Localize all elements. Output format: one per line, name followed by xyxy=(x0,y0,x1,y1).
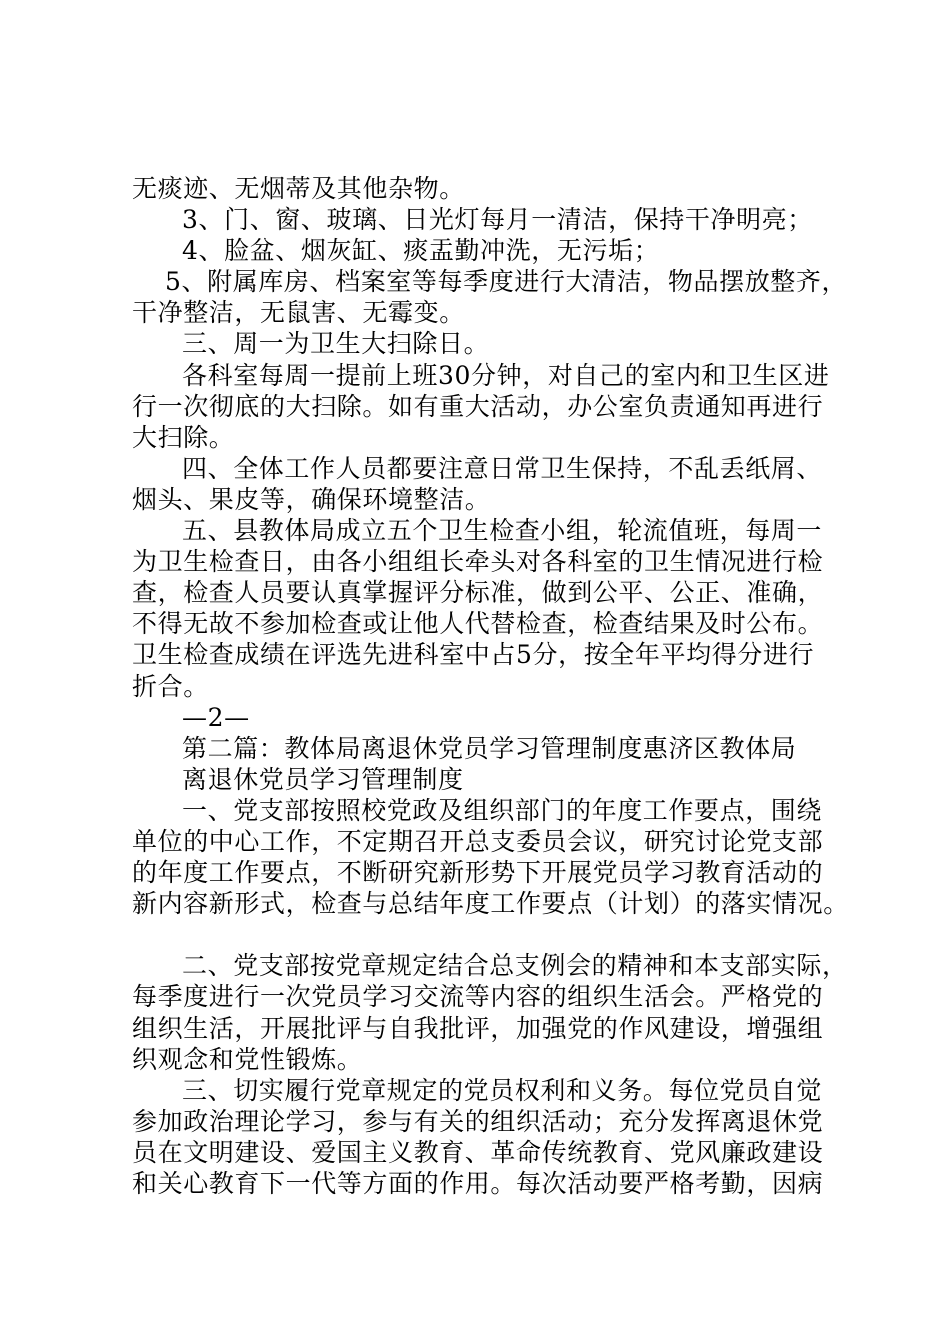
text-line: 一、党支部按照校党政及组织部门的年度工作要点，围绕 xyxy=(182,795,823,825)
text-line: 每季度进行一次党员学习交流等内容的组织生活会。严格党的 xyxy=(132,982,824,1012)
text-line: 干净整洁，无鼠害、无霉变。 xyxy=(132,298,465,328)
text-line: 不得无故不参加检查或让他人代替检查，检查结果及时公布。 xyxy=(132,609,824,639)
text-line: 新内容新形式，检查与总结年度工作要点（计划）的落实情况。 xyxy=(132,889,849,919)
text-line: 和关心教育下一代等方面的作用。每次活动要严格考勤，因病 xyxy=(132,1169,824,1198)
text-line: 查，检查人员要认真掌握评分标准，做到公平、公正、准确， xyxy=(132,578,824,608)
text-line: 的年度工作要点，不断研究新形势下开展党员学习教育活动的 xyxy=(132,858,824,888)
text-line xyxy=(132,919,852,950)
text-line: 无痰迹、无烟蒂及其他杂物。 xyxy=(132,174,465,203)
document-body xyxy=(132,173,852,1199)
text-line: 三、周一为卫生大扫除日。 xyxy=(182,329,490,359)
text-line: 为卫生检查日，由各小组组长牵头对各科室的卫生情况进行检 xyxy=(132,547,824,577)
text-line: 各科室每周一提前上班30分钟，对自己的室内和卫生区进 xyxy=(182,360,830,390)
text-line: 五、县教体局成立五个卫生检查小组，轮流值班，每周一 xyxy=(182,516,823,546)
text-line: 卫生检查成绩在评选先进科室中占5分，按全年平均得分进行 xyxy=(132,640,815,670)
text-line: 参加政治理论学习，参与有关的组织活动；充分发挥离退休党 xyxy=(132,1106,824,1136)
text-line: 单位的中心工作，不定期召开总支委员会议，研究讨论党支部 xyxy=(132,826,824,856)
text-line: 离退休党员学习管理制度 xyxy=(182,764,464,794)
text-line: 三、切实履行党章规定的党员权利和义务。每位党员自觉 xyxy=(182,1075,823,1105)
text-line: 大扫除。 xyxy=(132,422,235,452)
text-line: 员在文明建设、爱国主义教育、革命传统教育、党风廉政建设 xyxy=(132,1137,824,1167)
text-line: 烟头、果皮等，确保环境整洁。 xyxy=(132,484,491,514)
text-line: 组织生活，开展批评与自我批评，加强党的作风建设，增强组 xyxy=(132,1013,824,1043)
text-line: —2— xyxy=(182,702,250,732)
text-line: 4、脸盆、烟灰缸、痰盂勤冲洗，无污垢； xyxy=(182,236,660,266)
text-line: 第二篇：教体局离退休党员学习管理制度惠济区教体局 xyxy=(182,733,797,763)
text-line: 织观念和党性锻炼。 xyxy=(132,1044,363,1074)
text-line: 四、全体工作人员都要注意日常卫生保持，不乱丢纸屑、 xyxy=(182,453,823,483)
text-line: 折合。 xyxy=(132,671,209,701)
text-line: 5、附属库房、档案室等每季度进行大清洁，物品摆放整齐， xyxy=(165,267,848,297)
text-line: 3、门、窗、玻璃、日光灯每月一清洁，保持干净明亮； xyxy=(182,205,813,235)
text-line: 行一次彻底的大扫除。如有重大活动，办公室负责通知再进行 xyxy=(132,391,824,421)
text-line: 二、党支部按党章规定结合总支例会的精神和本支部实际， xyxy=(182,951,848,981)
